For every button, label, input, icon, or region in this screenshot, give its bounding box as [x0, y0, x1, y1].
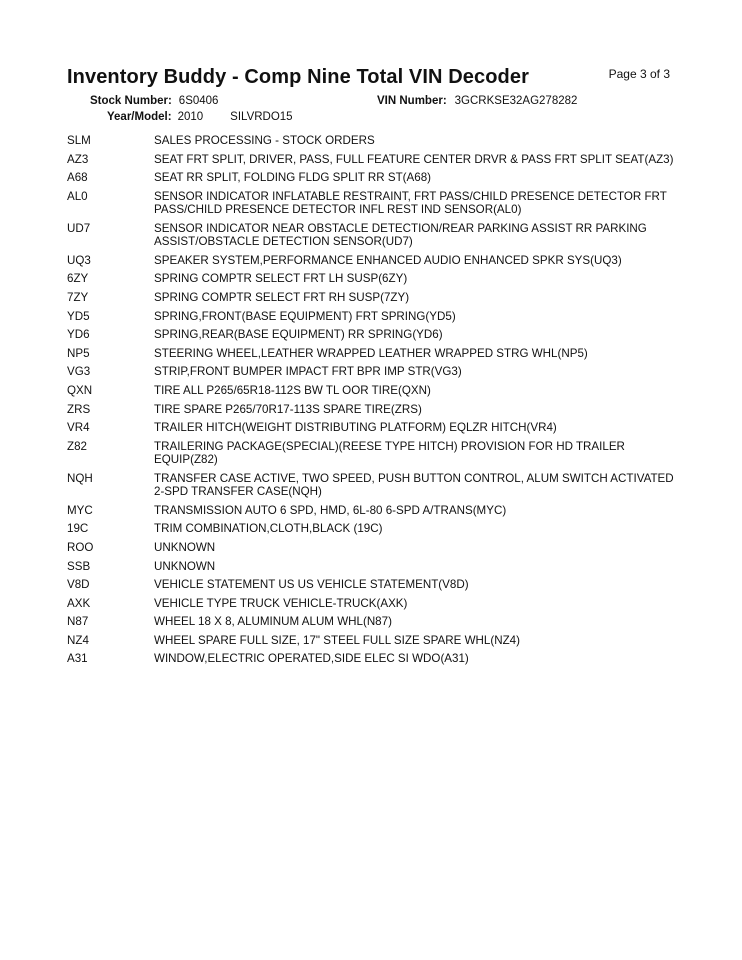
list-item — [67, 504, 687, 517]
list-item — [67, 652, 687, 665]
year-model — [107, 111, 293, 123]
option-code-list — [67, 134, 687, 671]
list-item — [67, 560, 687, 573]
option-description: TRAILER HITCH(WEIGHT DISTRIBUTING PLATFORM) EQLZR HITCH(VR4) — [154, 421, 557, 435]
option-description: SPRING,FRONT(BASE EQUIPMENT) FRT SPRING(YD5) — [154, 309, 456, 323]
option-description: WHEEL 18 X 8, ALUMINUM ALUM WHL(N87) — [154, 615, 392, 629]
page-title: Inventory Buddy - Comp Nine Total VIN Decoder — [67, 66, 529, 88]
list-item — [67, 615, 687, 628]
list-item — [67, 472, 687, 499]
list-item — [67, 421, 687, 434]
list-item — [67, 272, 687, 285]
list-item — [67, 440, 687, 467]
list-item — [67, 310, 687, 323]
option-code: QXN — [67, 383, 93, 397]
option-description: TRAILERING PACKAGE(SPECIAL)(REESE TYPE HITCH) PROVISION FOR HD TRAILER EQUIP(Z82) — [154, 439, 625, 467]
list-item — [67, 578, 687, 591]
option-description: SENSOR INDICATOR NEAR OBSTACLE DETECTION/REAR PARKING ASSIST RR PARKING ASSIST/OBSTACLE DETECTION SENSOR(UD7) — [154, 221, 647, 249]
option-code: YD5 — [67, 309, 90, 323]
option-code: 6ZY — [67, 272, 89, 286]
model-value: SILVRDO15 — [230, 111, 293, 123]
option-code: 7ZY — [67, 290, 89, 304]
option-code: ROO — [67, 540, 94, 554]
option-description: SENSOR INDICATOR INFLATABLE RESTRAINT, FRT PASS/CHILD PRESENCE DETECTOR FRT PASS/CHILD PRESENCE DETECTOR INFL REST IND SENSOR(AL0) — [154, 189, 667, 217]
list-item — [67, 222, 687, 249]
option-code: AXK — [67, 596, 91, 610]
option-code: NP5 — [67, 346, 90, 360]
list-item — [67, 254, 687, 267]
option-code: A31 — [67, 652, 88, 666]
option-description: TRIM COMBINATION,CLOTH,BLACK (19C) — [154, 522, 383, 536]
option-description: TIRE SPARE P265/70R17-113S SPARE TIRE(ZRS) — [154, 402, 422, 416]
option-code: UD7 — [67, 221, 91, 235]
option-description: WINDOW,ELECTRIC OPERATED,SIDE ELEC SI WDO(A31) — [154, 652, 469, 666]
list-item — [67, 347, 687, 360]
option-description: UNKNOWN — [154, 559, 216, 573]
option-description: SALES PROCESSING - STOCK ORDERS — [154, 134, 375, 147]
option-description: TRANSMISSION AUTO 6 SPD, HMD, 6L-80 6-SPD A/TRANS(MYC) — [154, 503, 507, 517]
option-description: STEERING WHEEL,LEATHER WRAPPED LEATHER WRAPPED STRG WHL(NP5) — [154, 346, 588, 360]
option-description: TRANSFER CASE ACTIVE, TWO SPEED, PUSH BUTTON CONTROL, ALUM SWITCH ACTIVATED 2-SPD TRANSFER CASE(NQH) — [154, 471, 674, 499]
list-item — [67, 597, 687, 610]
vin-number-label: VIN Number: — [377, 95, 447, 107]
option-code: 19C — [67, 522, 89, 536]
option-description: SPRING,REAR(BASE EQUIPMENT) RR SPRING(YD6) — [154, 328, 443, 342]
option-code: VG3 — [67, 365, 91, 379]
option-code: NZ4 — [67, 633, 89, 647]
vin-number — [377, 95, 577, 107]
option-code: VR4 — [67, 421, 90, 435]
option-code: SSB — [67, 559, 91, 573]
option-description: SPEAKER SYSTEM,PERFORMANCE ENHANCED AUDIO ENHANCED SPKR SYS(UQ3) — [154, 253, 622, 267]
option-code: N87 — [67, 615, 89, 629]
option-description: SEAT RR SPLIT, FOLDING FLDG SPLIT RR ST(A68) — [154, 171, 432, 185]
option-code: ZRS — [67, 402, 91, 416]
option-description: UNKNOWN — [154, 540, 216, 554]
option-description: VEHICLE STATEMENT US US VEHICLE STATEMENT(V8D) — [154, 578, 469, 592]
year-model-label: Year/Model: — [107, 111, 172, 123]
page-number: Page 3 of 3 — [608, 67, 670, 81]
stock-number-label: Stock Number: — [90, 95, 172, 107]
list-item — [67, 365, 687, 378]
option-description: SPRING COMPTR SELECT FRT RH SUSP(7ZY) — [154, 290, 410, 304]
list-item — [67, 403, 687, 416]
option-description: VEHICLE TYPE TRUCK VEHICLE-TRUCK(AXK) — [154, 596, 408, 610]
list-item — [67, 171, 687, 184]
option-code: V8D — [67, 578, 90, 592]
option-description: WHEEL SPARE FULL SIZE, 17" STEEL FULL SIZE SPARE WHL(NZ4) — [154, 633, 520, 647]
list-item — [67, 134, 687, 147]
option-code: MYC — [67, 503, 93, 517]
list-item — [67, 153, 687, 166]
list-item — [67, 190, 687, 217]
stock-number-value: 6S0406 — [178, 95, 219, 107]
list-item — [67, 328, 687, 341]
option-code: UQ3 — [67, 253, 91, 267]
year-value: 2010 — [177, 111, 204, 123]
option-code: SLM — [67, 134, 91, 147]
stock-number — [90, 95, 218, 107]
list-item — [67, 522, 687, 535]
option-description: SEAT FRT SPLIT, DRIVER, PASS, FULL FEATURE CENTER DRVR & PASS FRT SPLIT SEAT(AZ3) — [154, 152, 674, 166]
option-description: STRIP,FRONT BUMPER IMPACT FRT BPR IMP STR(VG3) — [154, 365, 462, 379]
option-description: SPRING COMPTR SELECT FRT LH SUSP(6ZY) — [154, 272, 408, 286]
option-code: Z82 — [67, 439, 87, 453]
option-code: A68 — [67, 171, 88, 185]
option-code: AZ3 — [67, 152, 89, 166]
list-item — [67, 541, 687, 554]
list-item — [67, 634, 687, 647]
list-item — [67, 291, 687, 304]
option-code: NQH — [67, 471, 93, 485]
option-code: YD6 — [67, 328, 90, 342]
option-code: AL0 — [67, 189, 88, 203]
list-item — [67, 384, 687, 397]
vin-number-value: 3GCRKSE32AG278282 — [454, 95, 578, 107]
option-description: TIRE ALL P265/65R18-112S BW TL OOR TIRE(QXN) — [154, 383, 431, 397]
